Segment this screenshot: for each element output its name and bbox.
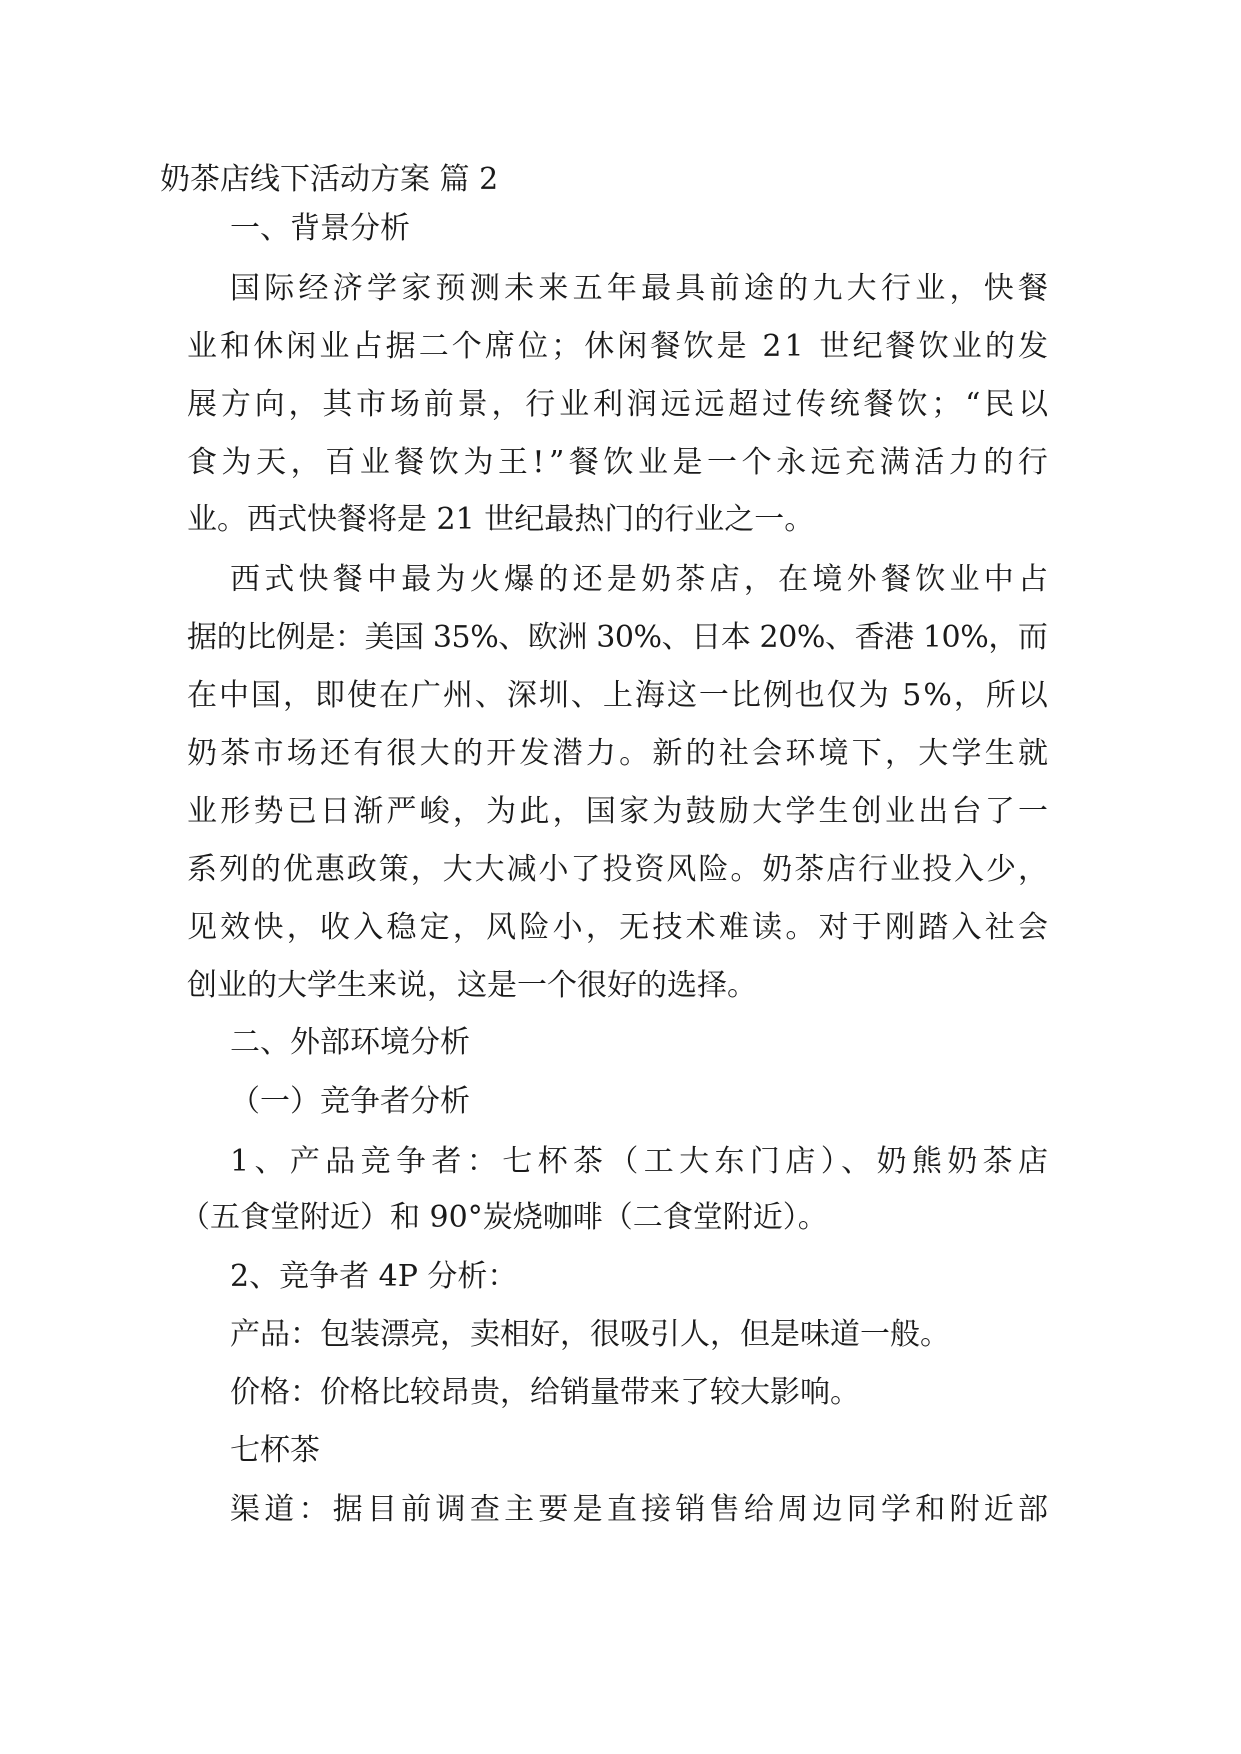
subsection-heading-competitors: （一）竞争者分析 [230,1084,470,1119]
paragraph-line: 系列的优惠政策，大大减小了投资风险。奶茶店行业投入少， [187,852,1050,887]
section-heading-external: 二、外部环境分析 [230,1025,470,1060]
paragraph-line: 在中国，即使在广州、深圳、上海这一比例也仅为 5%，所以 [187,678,1050,713]
paragraph-line: 展方向，其市场前景，行业利润远远超过传统餐饮；“民以 [187,387,1052,422]
paragraph-line: 创业的大学生来说，这是一个很好的选择。 [187,968,757,1003]
section-heading-background: 一、背景分析 [230,211,410,246]
paragraph-line: 据的比例是：美国 35%、欧洲 30%、日本 20%、香港 10%，而 [187,620,1048,655]
document-title: 奶茶店线下活动方案 篇 2 [160,162,499,197]
paragraph-line: 国际经济学家预测未来五年最具前途的九大行业，快餐 [230,271,1053,306]
paragraph-line: 西式快餐中最为火爆的还是奶茶店，在境外餐饮业中占 [230,562,1053,597]
paragraph-line: 业形势已日渐严峻，为此，国家为鼓励大学生创业出台了一 [187,794,1052,829]
paragraph-line: 食为天，百业餐饮为王!”餐饮业是一个永远充满活力的行 [187,445,1053,480]
paragraph-line: 业和休闲业占据二个席位；休闲餐饮是 21 世纪餐饮业的发 [187,329,1052,364]
paragraph-line: 见效快，收入稳定，风险小，无技术难读。对于刚踏入社会 [187,910,1052,945]
paragraph-line: 渠道：据目前调查主要是直接销售给周边同学和附近部 [230,1492,1053,1527]
paragraph-line: 2、竞争者 4P 分析： [230,1259,518,1294]
paragraph-line: 价格：价格比较昂贵，给销量带来了较大影响。 [230,1375,860,1410]
paragraph-line: 七杯茶 [230,1433,320,1468]
paragraph-line: 业。西式快餐将是 21 世纪最热门的行业之一。 [187,502,815,537]
paragraph-line: （五食堂附近）和 90°炭烧咖啡（二食堂附近）。 [180,1200,828,1235]
paragraph-line: 1、产品竞争者：七杯茶（工大东门店）、奶熊奶茶店 [230,1144,1054,1179]
paragraph-line: 奶茶市场还有很大的开发潜力。新的社会环境下，大学生就 [187,736,1052,771]
paragraph-line: 产品：包装漂亮，卖相好，很吸引人，但是味道一般。 [230,1317,950,1352]
